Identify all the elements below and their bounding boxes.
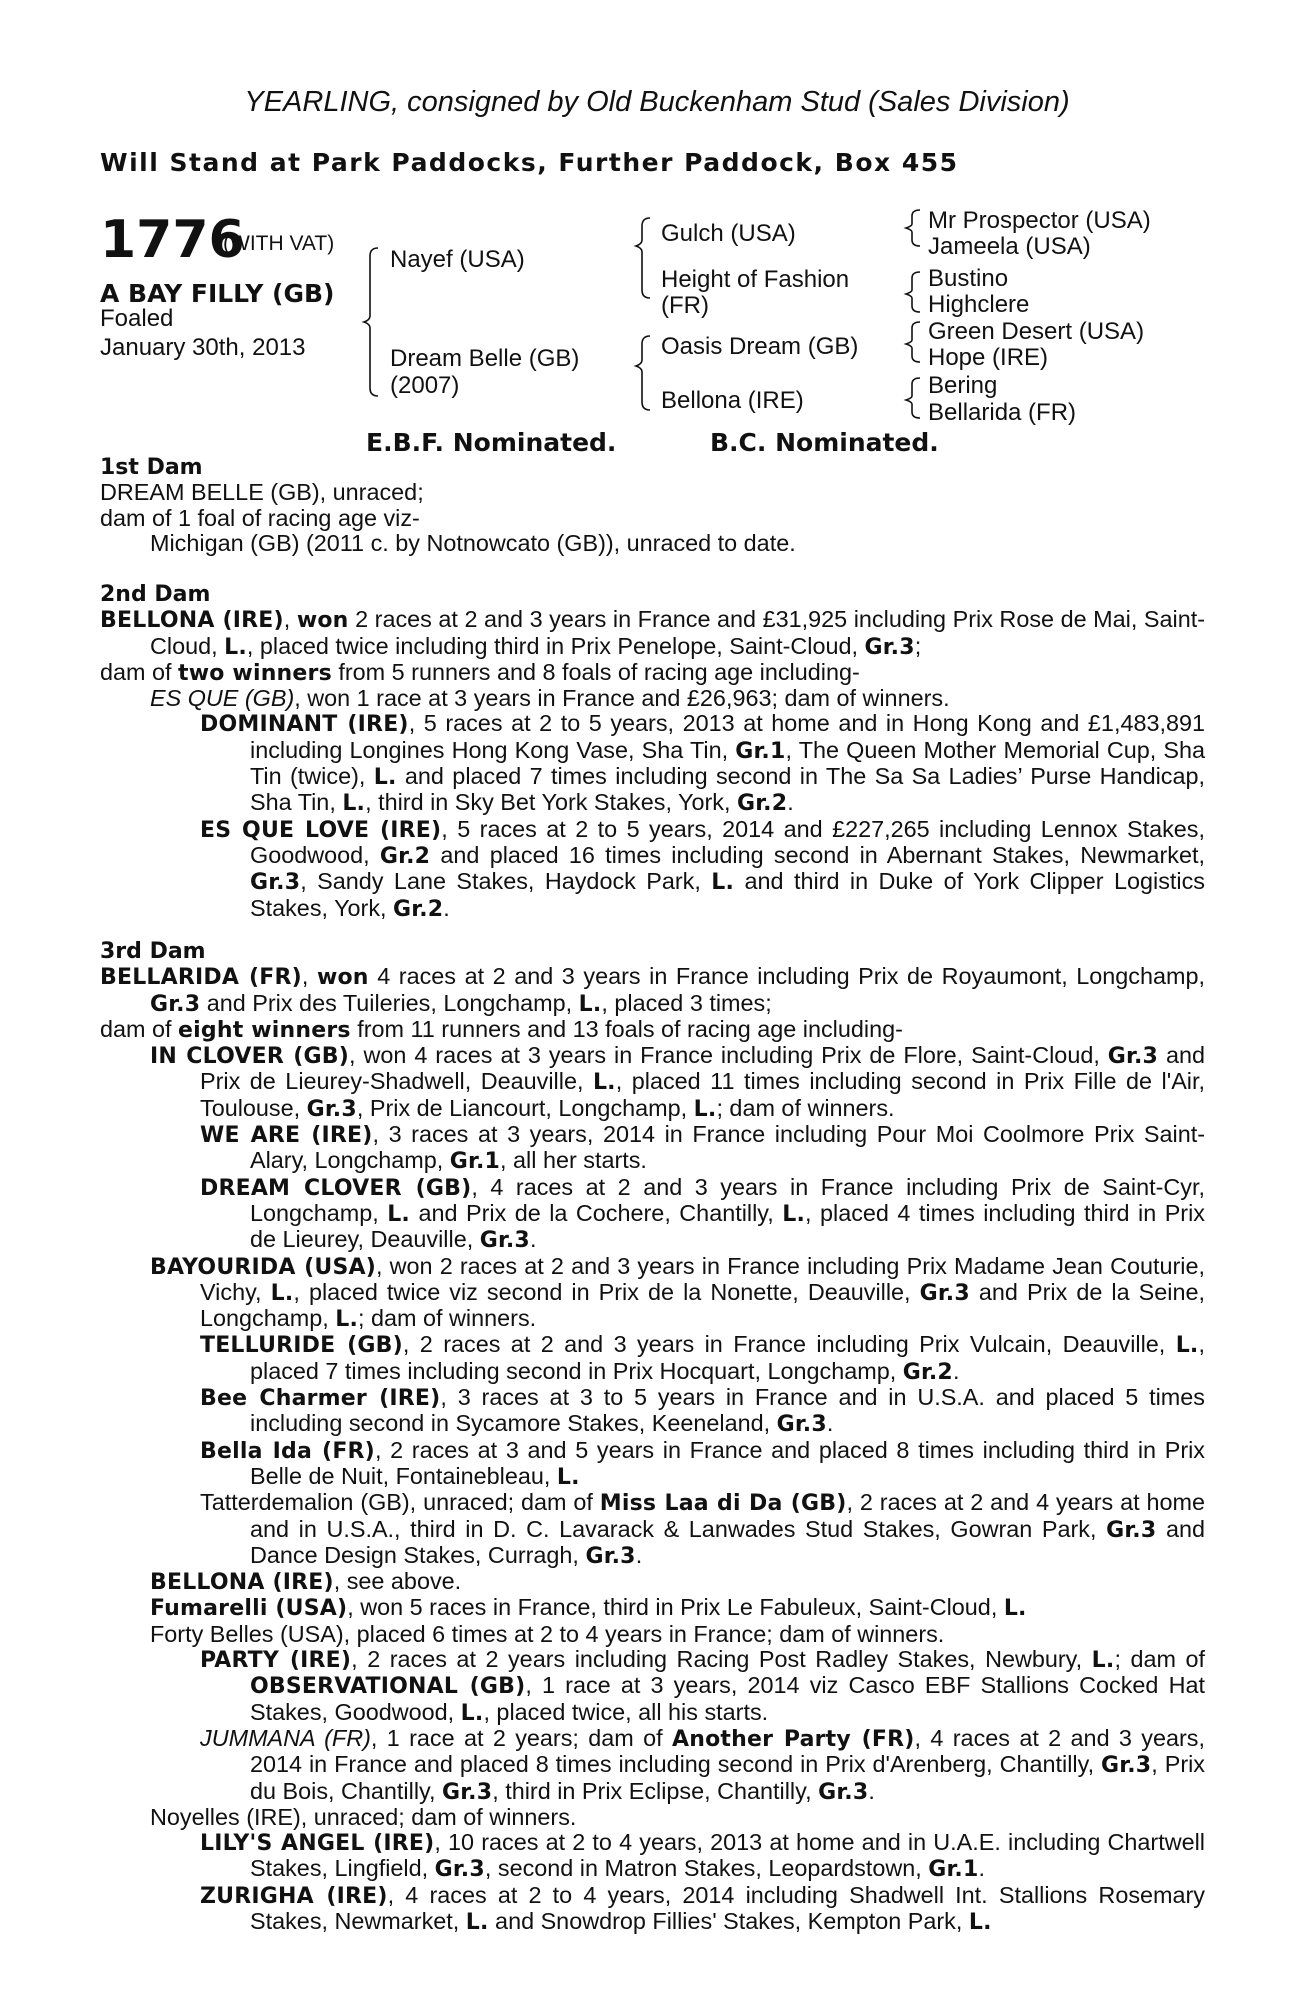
- third-dam-entry: BELLARIDA (FR), won 4 races at 2 and 3 years in France including Prix de Royaumont, Longchamp, Gr.3 and Prix des Tuileries, Longchamp, L., placed 3 times;: [100, 963, 1206, 1017]
- horse-name: DOMINANT (IRE): [200, 712, 409, 738]
- produce-zurigha: ZURIGHA (IRE), 4 races at 2 to 4 years, 2014 including Shadwell Int. Stallions Rosemary Stakes, Newmarket, L. and Snowdrop Fillies' Stakes, Kempton Park, L.: [200, 1881, 1206, 1935]
- pedigree-sire-dam-1: Height of Fashion: [661, 266, 850, 293]
- produce-bee-charmer: Bee Charmer (IRE), 3 races at 3 to 5 years in France and in U.S.A. and placed 5 times including second in Sycamore Stakes, Keeneland, Gr.3.: [200, 1384, 1205, 1438]
- pedigree-dam-year: (2007): [390, 372, 460, 399]
- pedigree-g1: Mr Prospector (USA): [928, 207, 1151, 234]
- produce-in-clover: IN CLOVER (GB), won 4 races at 3 years in France including Prix de Flore, Saint-Cloud, Gr.3 and Prix de Lieurey-Shadwell, Deauville, L., placed 11 times including second in Prix Fille de l'Air, Toulouse, Gr.3, Prix de Liancourt, Longchamp, L.; dam of winners.: [150, 1042, 1206, 1122]
- first-dam-line2: dam of 1 foal of racing age viz-: [100, 504, 420, 531]
- produce-noyelles: Noyelles (IRE), unraced; dam of winners.: [150, 1803, 577, 1830]
- horse-name: Another Party (FR): [671, 1726, 915, 1752]
- third-dam-heading: 3rd Dam: [100, 939, 206, 964]
- pedigree-sire-sire: Gulch (USA): [661, 220, 796, 247]
- produce-jummana: JUMMANA (FR), 1 race at 2 years; dam of Another Party (FR), 4 races at 2 and 3 years, 2014 in France and placed 8 times including second in Prix d'Arenberg, Chantilly, Gr.3, Prix du Bois, Chantilly, Gr.3, third in Prix Eclipse, Chantilly, Gr.3.: [200, 1724, 1206, 1805]
- bc-nominated: B.C. Nominated.: [710, 428, 939, 457]
- horse-name: JUMMANA (FR): [200, 1724, 371, 1751]
- pedigree-g5: Green Desert (USA): [928, 318, 1145, 345]
- pedigree-dam: Dream Belle (GB): [390, 345, 580, 372]
- bracket-g56: [906, 322, 920, 362]
- horse-name: BAYOURIDA (USA): [150, 1254, 376, 1280]
- horse-name: Miss Laa di Da (GB): [599, 1491, 847, 1517]
- horse-name: Fumarelli (USA): [150, 1596, 348, 1622]
- produce-dominant: DOMINANT (IRE), 5 races at 2 to 5 years, 2013 at home and in Hong Kong and £1,483,891 including Longines Hong Kong Vase, Sha Tin, Gr.1, The Queen Mother Memorial Cup, Sha Tin (twice), L. and placed 7 times including second in The Sa Sa Ladies’ Purse Handicap, Sha Tin, L., third in Sky Bet York Stakes, York, Gr.2.: [200, 710, 1205, 817]
- pedigree-g4: Highclere: [928, 291, 1030, 318]
- ebf-nominated: E.B.F. Nominated.: [366, 428, 617, 457]
- pedigree-dam-sire: Oasis Dream (GB): [661, 333, 859, 360]
- horse-name: PARTY (IRE): [200, 1648, 352, 1674]
- horse-name: LILY'S ANGEL (IRE): [200, 1831, 435, 1857]
- foaled-date: January 30th, 2013: [100, 334, 306, 361]
- produce-bella-ida: Bella Ida (FR), 2 races at 3 and 5 years in France and placed 8 times including third in Prix Belle de Nuit, Fontainebleau, L.: [200, 1436, 1206, 1490]
- produce-es-que-love: ES QUE LOVE (IRE), 5 races at 2 to 5 years, 2014 and £227,265 including Lennox Stakes, Goodwood, Gr.2 and placed 16 times including second in Abernant Stakes, Newmarket, Gr.3, Sandy Lane Stakes, Haydock Park, L. and third in Duke of York Clipper Logistics Stakes, York, Gr.2.: [200, 815, 1205, 922]
- horse-name: BELLONA (IRE): [150, 1570, 334, 1596]
- first-dam-produce: Michigan (GB) (2011 c. by Notnowcato (GB)), unraced to date.: [150, 529, 796, 556]
- produce-bayourida: BAYOURIDA (USA), won 2 races at 2 and 3 years in France including Prix Madame Jean Couturie, Vichy, L., placed twice viz second in Prix de la Nonette, Deauville, Gr.3 and Prix de la Seine, Longchamp, L.; dam of winners.: [150, 1252, 1206, 1333]
- pedigree-g7: Bering: [928, 372, 998, 399]
- won-label: won: [296, 608, 349, 634]
- produce-tatterdemalion: Tatterdemalion (GB), unraced; dam of Miss Laa di Da (GB), 2 races at 2 and 4 years at home and in U.S.A., third in D. C. Lavarack & Lanwades Stud Stakes, Gowran Park, Gr.3 and Dance Design Stakes, Curragh, Gr.3.: [200, 1489, 1205, 1569]
- horse-name: OBSERVATIONAL (GB): [250, 1674, 526, 1700]
- produce-bellona: BELLONA (IRE), see above.: [150, 1568, 462, 1596]
- bracket-sire-dam: [364, 248, 378, 396]
- second-dam-heading: 2nd Dam: [100, 582, 211, 607]
- first-dam-line1: DREAM BELLE (GB), unraced;: [100, 479, 424, 506]
- produce-es-que: ES QUE (GB), won 1 race at 3 years in France and £26,963; dam of winners.: [150, 685, 950, 712]
- bracket-g12: [906, 210, 920, 246]
- foaled-label: Foaled: [100, 305, 174, 332]
- third-dam-summary: dam of eight winners from 11 runners and 13 foals of racing age including-: [100, 1015, 903, 1043]
- horse-name: DREAM CLOVER (GB): [200, 1175, 472, 1201]
- pedigree-sire: Nayef (USA): [390, 246, 525, 273]
- produce-forty-belles: Forty Belles (USA), placed 6 times at 2 to 4 years in France; dam of winners.: [150, 1620, 945, 1647]
- bracket-g78: [906, 378, 920, 418]
- won-label: won: [316, 965, 369, 991]
- vat-label: (WITH VAT): [223, 232, 335, 255]
- horse-name: Bella Ida (FR): [200, 1438, 375, 1464]
- pedigree-g8: Bellarida (FR): [928, 399, 1077, 426]
- first-dam-heading: 1st Dam: [100, 455, 203, 480]
- pedigree-g6: Hope (IRE): [928, 344, 1049, 371]
- second-dam-section: [100, 582, 1205, 922]
- horse-name: ZURIGHA (IRE): [200, 1883, 388, 1909]
- horse-name: TELLURIDE (GB): [200, 1333, 403, 1359]
- second-dam-summary: dam of two winners from 5 runners and 8 foals of racing age including-: [100, 658, 860, 686]
- produce-lilys-angel: LILY'S ANGEL (IRE), 10 races at 2 to 4 years, 2013 at home and in U.A.E. including Chartwell Stakes, Lingfield, Gr.3, second in Matron Stakes, Leopardstown, Gr.1.: [200, 1829, 1205, 1883]
- pedigree-dam-dam: Bellona (IRE): [661, 387, 804, 414]
- horse-name: BELLARIDA (FR): [100, 965, 302, 991]
- horse-name: Bee Charmer (IRE): [200, 1386, 441, 1412]
- produce-fumarelli: Fumarelli (USA), won 5 races in France, third in Prix Le Fabuleux, Saint-Cloud, L.: [150, 1594, 1027, 1622]
- lot-number: 1776: [100, 210, 245, 270]
- horse-name: BELLONA (IRE): [100, 608, 284, 634]
- bracket-sire: [636, 218, 650, 298]
- consignment-header: YEARLING, consigned by Old Buckenham Stud (Sales Division): [244, 86, 1070, 118]
- pedigree-g3: Bustino: [928, 265, 1009, 292]
- first-dam-section: [100, 455, 1205, 556]
- bracket-g34: [906, 272, 920, 312]
- horse-name: ES QUE (GB): [150, 685, 295, 712]
- horse-name: ES QUE LOVE (IRE): [200, 817, 442, 843]
- produce-we-are: WE ARE (IRE), 3 races at 3 years, 2014 in France including Pour Moi Coolmore Prix Saint-Alary, Longchamp, Gr.1, all her starts.: [200, 1121, 1205, 1175]
- lot-description: A BAY FILLY (GB): [100, 279, 335, 308]
- produce-party: PARTY (IRE), 2 races at 2 years including Racing Post Radley Stakes, Newbury, L.; dam of OBSERVATIONAL (GB), 1 race at 3 years, 2014 viz Casco EBF Stallions Cocked Hat Stakes, Goodwood, L., placed twice, all his starts.: [200, 1646, 1205, 1726]
- third-dam-section: [100, 939, 1205, 1935]
- bracket-dam: [636, 336, 650, 410]
- pedigree-sire-dam-2: (FR): [661, 292, 709, 319]
- produce-telluride: TELLURIDE (GB), 2 races at 2 and 3 years in France including Prix Vulcain, Deauville, L., placed 7 times including second in Prix Hocquart, Longchamp, Gr.2.: [200, 1331, 1205, 1385]
- horse-name: IN CLOVER (GB): [150, 1044, 350, 1070]
- produce-dream-clover: DREAM CLOVER (GB), 4 races at 2 and 3 years in France including Prix de Saint-Cyr, Longchamp, L. and Prix de la Cochere, Chantilly, L., placed 4 times including third in Prix de Lieurey, Deauville, Gr.3.: [200, 1173, 1205, 1254]
- horse-name: WE ARE (IRE): [200, 1123, 373, 1149]
- pedigree-g2: Jameela (USA): [928, 233, 1091, 260]
- second-dam-entry: BELLONA (IRE), won 2 races at 2 and 3 years in France and £31,925 including Prix Rose de Mai, Saint-Cloud, L., placed twice including third in Prix Penelope, Saint-Cloud, Gr.3;: [100, 606, 1206, 660]
- stand-location: Will Stand at Park Paddocks, Further Paddock, Box 455: [100, 148, 959, 177]
